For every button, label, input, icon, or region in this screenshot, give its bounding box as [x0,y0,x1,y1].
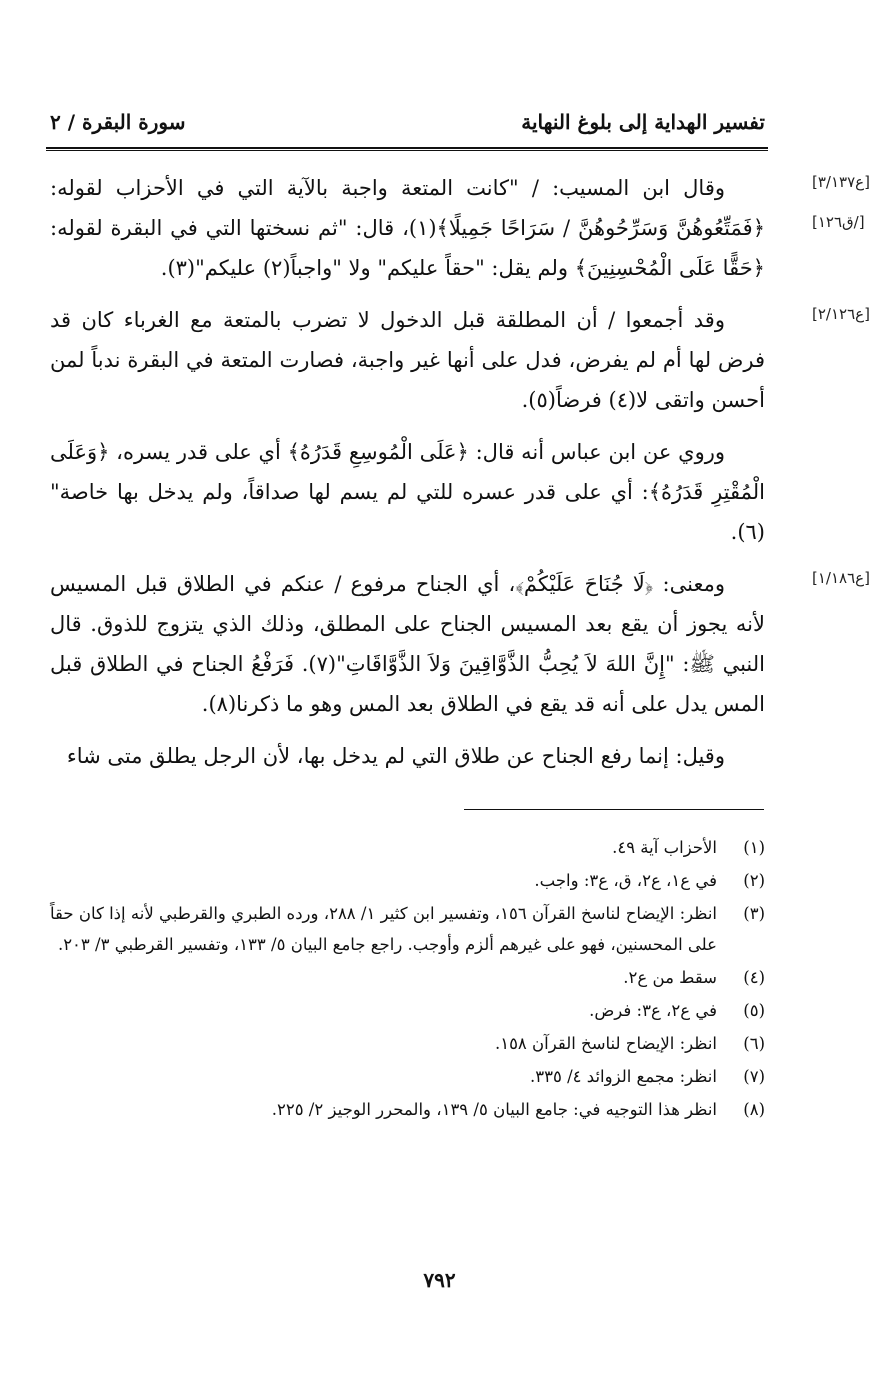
footnote-text: الأحزاب آية ٤٩. [612,838,717,857]
footnote-text: انظر: مجمع الزوائد ٤/ ٣٣٥. [530,1067,717,1086]
paragraph-1 [50,168,870,288]
footnote-text: في ع١، ع٢، ق، ع٣: واجب. [534,871,717,890]
footnote-number: (٣) [743,904,765,923]
footnote [50,865,765,896]
footnote-divider [464,809,764,810]
page-number: ٧٩٢ [423,1268,456,1292]
margin-ref: [ع٢/١٢٦] [812,305,870,323]
footnote-text: انظر: الإيضاح لناسخ القرآن ١٥٦، وتفسير ابن كثير ١/ ٢٨٨، ورده الطبري والقرطبي لأنه إذا كان حقاً على المحسنين، فهو على غيرهم ألزم وأوجب. راجع جامع البيان ٥/ ١٣٣، وتفسير القرطبي ٣/ ٢٠٣. [50,904,717,954]
footnote [50,832,765,863]
margin-ref: [ع١/١٨٦] [812,569,870,587]
footnote [50,962,765,993]
paragraph-text: ومعنى: ﴿لَا جُنَاحَ عَلَيْكُمْ﴾، أي الجناح مرفوع / عنكم في الطلاق قبل المسيس لأنه يجوز أن يقع بعد المسيس الجناح على المطلق، وذلك الذي يتزوج للذوق. قال النبي ﷺ: "إِنَّ اللهَ لاَ يُحِبُّ الذَّوَّاقِينَ وَلاَ الذَّوَّاقَاتِ"(٧). فَرَفْعُ الجناح في الطلاق قبل المس يدل على أنه قد يقع في الطلاق بعد المس وهو ما ذكرنا(٨). [50,572,765,716]
footnote-text: سقط من ع٢. [623,968,717,987]
footnote-number: (٢) [743,871,765,890]
footnote-number: (٧) [743,1067,765,1086]
footnote-number: (٤) [743,968,765,987]
header-divider [46,147,768,151]
paragraph-4 [50,564,870,724]
paragraph-text: وقيل: إنما رفع الجناح عن طلاق التي لم يدخل بها، لأن الرجل يطلق متى شاء [66,744,725,768]
footnote-number: (٨) [743,1100,765,1119]
main-text [50,168,870,788]
paragraph-text: وقال ابن المسيب: / "كانت المتعة واجبة بالآية التي في الأحزاب لقوله: ﴿فَمَتِّعُوهُنَّ وَسَرِّحُوهُنَّ / سَرَاحًا جَمِيلًا﴾(١)، قال: "ثم نسختها التي في البقرة لقوله: ﴿حَقًّا عَلَى الْمُحْسِنِينَ﴾ ولم يقل: "حقاً عليكم" ولا "واجباً(٢) عليكم"(٣). [50,176,765,280]
footnote [50,995,765,1026]
margin-ref: [ع٣/١٣٧] [812,173,870,191]
footnote-text: انظر: الإيضاح لناسخ القرآن ١٥٨. [494,1034,717,1053]
paragraph-3 [50,432,765,552]
running-header [50,110,765,144]
footnote [50,1094,765,1125]
footnotes [50,832,765,1127]
paragraph-2 [50,300,870,420]
footnote-text: انظر هذا التوجيه في: جامع البيان ٥/ ١٣٩، والمحرر الوجيز ٢/ ٢٢٥. [271,1100,717,1119]
paragraph-text: وقد أجمعوا / أن المطلقة قبل الدخول لا تضرب بالمتعة مع الغرباء كان قد فرض لها أم لم يفرض، فدل على أنها غير واجبة، فصارت المتعة في البقرة ندباً لمن أحسن واتقى لا(٤) فرضاً(٥). [50,308,765,412]
footnote-text: في ع٢، ع٣: فرض. [589,1001,717,1020]
paragraph-5 [50,736,765,776]
footnote-number: (١) [743,838,765,857]
book-title: تفسير الهداية إلى بلوغ النهاية [521,110,765,134]
footnote-number: (٥) [743,1001,765,1020]
footnote [50,1061,765,1092]
footnote [50,898,765,960]
margin-ref: [ق١٢٦/] [812,213,865,231]
surah-label: سورة البقرة / ٢ [50,110,186,134]
footnote-number: (٦) [743,1034,765,1053]
paragraph-text: وروي عن ابن عباس أنه قال: ﴿عَلَى الْمُوسِعِ قَدَرُهُ﴾ أي على قدر يسره، ﴿وَعَلَى الْمُقْتِرِ قَدَرُهُ﴾: أي على قدر عسره للتي لم يسم لها صداقاً، ولم يدخل بها خاصة"(٦). [50,440,765,544]
footnote [50,1028,765,1059]
